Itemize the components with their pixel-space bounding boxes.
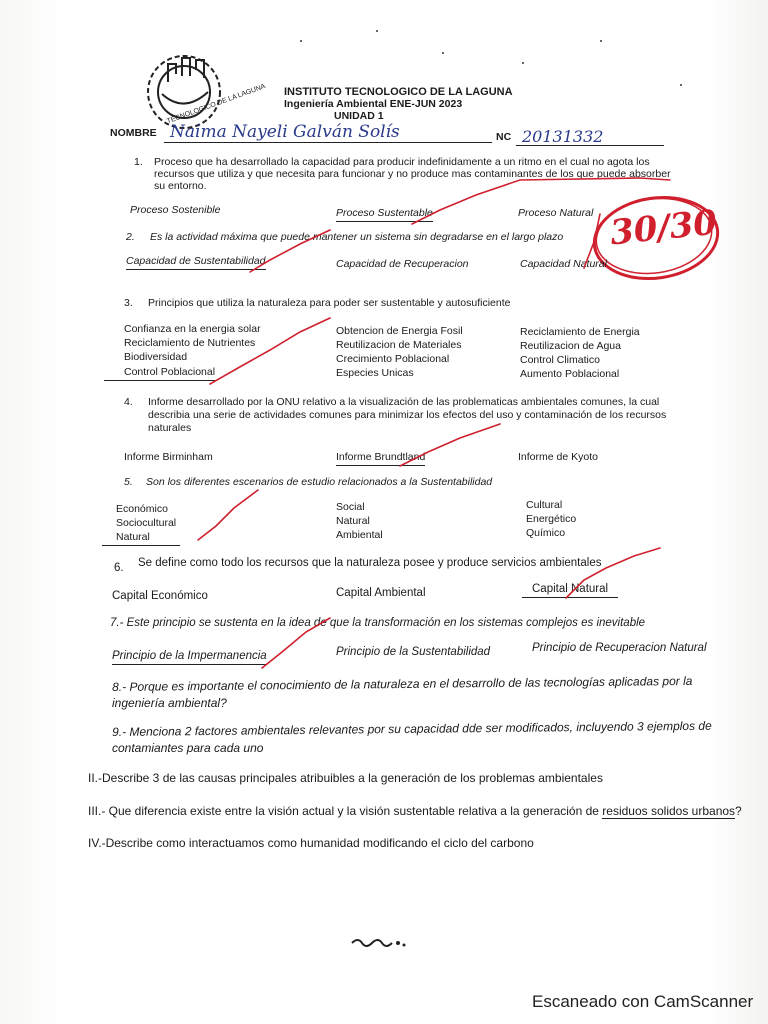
q4-option-3: Informe de Kyoto: [518, 451, 598, 463]
student-nc: 20131332: [522, 127, 604, 146]
q5-col1-item3-answer: Natural: [102, 531, 180, 546]
q3-col1-item1: Confianza en la energia solar: [124, 323, 261, 335]
q7-option-1-answer: Principio de la Impermanencia: [112, 650, 267, 665]
score-value: 30/30: [608, 202, 719, 254]
q7-text: 7.- Este principio se sustenta en la idea de que la transformación en los sistemas complejos es inevitable: [110, 617, 646, 629]
q2-option-3: Capacidad Natural: [520, 258, 607, 270]
q5-number: 5.: [124, 476, 133, 488]
q5-col3-item1: Cultural: [526, 499, 563, 511]
institute-title: INSTITUTO TECNOLOGICO DE LA LAGUNA: [284, 86, 513, 98]
q5-col2-item3: Ambiental: [336, 529, 383, 541]
q6-option-3-answer: Capital Natural: [522, 583, 618, 598]
q1-option-1: Proceso Sostenible: [130, 204, 221, 216]
q1-text-line2: recursos que utiliza y que necesita para funcionar y no produce mas contaminantes de los que puede absorber: [154, 168, 671, 180]
name-label: NOMBRE: [110, 127, 157, 139]
q3-col1-item2: Reciclamiento de Nutrientes: [124, 337, 256, 349]
q3-col1-item4-answer: Control Poblacional: [104, 366, 215, 381]
q3-col2-item4: Especies Unicas: [336, 367, 414, 379]
q6-option-2: Capital Ambiental: [336, 587, 426, 599]
q1-option-3: Proceso Natural: [518, 207, 594, 219]
q9-text-line2: contamiantes para cada uno: [112, 741, 264, 755]
student-name: Naima Nayeli Galván Solís: [170, 122, 400, 142]
section-3-suffix: ?: [735, 804, 742, 818]
q3-number: 3.: [124, 297, 133, 309]
q5-col1-item2: Sociocultural: [116, 517, 177, 529]
q5-col3-item3: Químico: [526, 527, 566, 539]
q2-option-1-answer: Capacidad de Sustentabilidad: [126, 255, 266, 270]
section-3-prefix: III.- Que diferencia existe entre la visión actual y la visión sustentable relativa a la generación de: [88, 804, 603, 818]
section-3-underlined: residuos solidos urbanos: [602, 804, 736, 818]
q8-text-line2: ingeniería ambiental?: [112, 696, 227, 710]
q2-option-2: Capacidad de Recuperacion: [336, 258, 469, 270]
q3-col2-item2: Reutilizacion de Materiales: [336, 339, 462, 351]
q6-text: Se define como todo los recursos que la naturaleza posee y produce servicios ambientales: [138, 557, 602, 569]
svg-text:TECNOLOGICO DE LA LAGUNA: TECNOLOGICO DE LA LAGUNA: [166, 83, 267, 126]
q6-option-1: Capital Económico: [112, 590, 208, 602]
q4-text-line3: naturales: [148, 422, 192, 434]
unit-title: UNIDAD 1: [334, 110, 384, 122]
q3-col3-item2: Reutilizacion de Agua: [520, 340, 621, 352]
q1-text-line1: Proceso que ha desarrollado la capacidad para producir indefinidamente a un ritmo en el cual no agota los: [154, 156, 650, 168]
q5-col3-item2: Energético: [526, 513, 577, 525]
q3-text: Principios que utiliza la naturaleza para poder ser sustentable y autosuficiente: [148, 297, 511, 309]
q1-option-2-answer: Proceso Sustentable: [336, 207, 433, 222]
q4-option-2-answer: Informe Brundtland: [336, 451, 425, 466]
q5-col1-item1: Económico: [116, 503, 168, 515]
q3-col2-item3: Crecimiento Poblacional: [336, 353, 450, 365]
q7-option-2: Principio de la Sustentabilidad: [336, 646, 491, 658]
q1-text-line3: su entorno.: [154, 180, 207, 192]
q4-number: 4.: [124, 396, 133, 408]
q3-col3-item3: Control Climatico: [520, 354, 600, 366]
q3-col2-item1: Obtencion de Energia Fosil: [336, 325, 463, 337]
q2-text: Es la actividad máxima que puede mantener un sistema sin degradarse en el largo plazo: [150, 231, 564, 243]
q4-option-1: Informe Birminham: [124, 451, 213, 463]
section-2-text: II.-Describe 3 de las causas principales atribuibles a la generación de los problemas ambientales: [88, 771, 603, 785]
q7-option-3: Principio de Recuperacion Natural: [532, 642, 707, 654]
q1-number: 1.: [134, 156, 143, 168]
q3-col3-item4: Aumento Poblacional: [520, 368, 620, 380]
section-4-text: IV.-Describe como interactuamos como humanidad modificando el ciclo del carbono: [88, 836, 534, 850]
q2-number: 2.: [126, 231, 135, 243]
program-title: Ingeniería Ambiental ENE-JUN 2023: [284, 98, 463, 110]
q8-text-line1: 8.- Porque es importante el conocimiento de la naturaleza en el desarrollo de las tecnologías aplicadas por la: [112, 673, 693, 694]
camscanner-watermark: Escaneado con CamScanner: [532, 992, 754, 1011]
q5-text: Son los diferentes escenarios de estudio relacionados a la Sustentabilidad: [146, 476, 493, 488]
q4-text-line1: Informe desarrollado por la ONU relativo a la visualización de las problematicas ambientales comunes, la cual: [148, 396, 660, 408]
q4-text-line2: describia una serie de actividades comunes para minimizar los efectos del uso y contaminación de los recursos: [148, 409, 667, 421]
q9-text-line1: 9.- Menciona 2 factores ambientales relevantes por su capacidad dde ser modificados, incluyendo 3 ejemplos de: [112, 718, 712, 739]
q5-col2-item2: Natural: [336, 515, 370, 527]
q5-col2-item1: Social: [336, 501, 365, 513]
q3-col1-item3: Biodiversidad: [124, 351, 188, 363]
nc-label: NC: [496, 131, 512, 143]
q3-col3-item1: Reciclamiento de Energia: [520, 326, 640, 338]
q6-number: 6.: [114, 562, 124, 574]
